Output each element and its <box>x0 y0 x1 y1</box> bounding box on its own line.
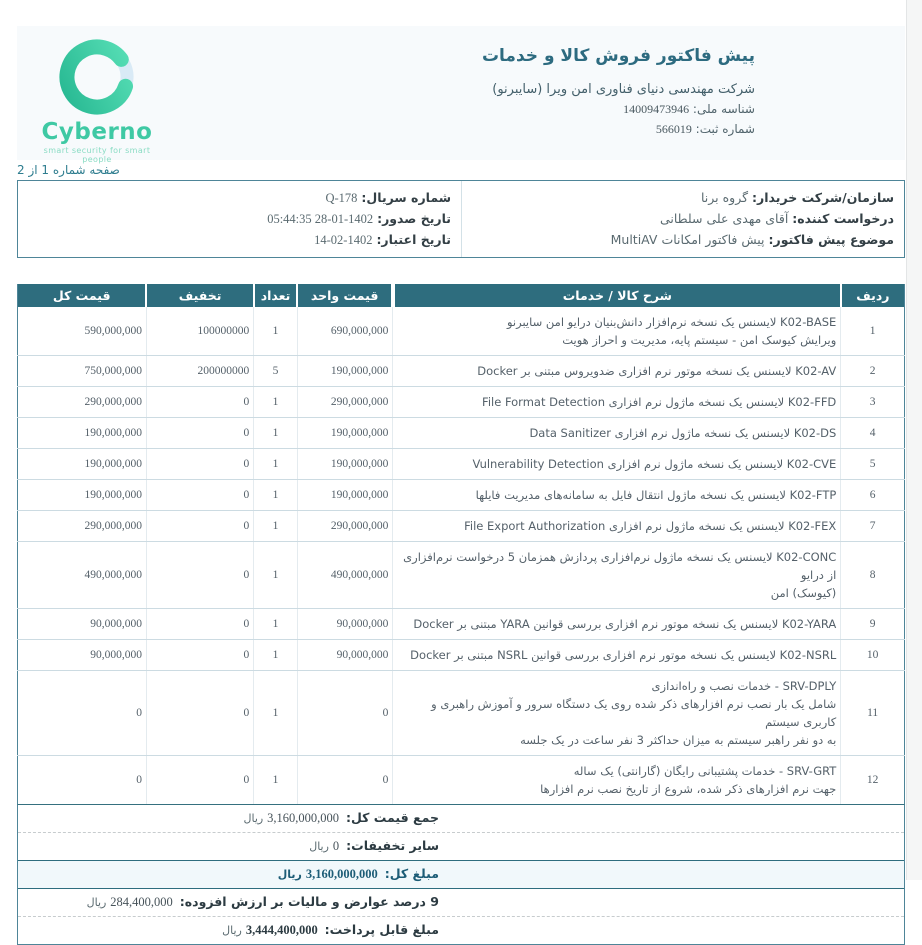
serial-number-row <box>24 188 451 208</box>
cell-row-number: 4 <box>841 418 905 449</box>
cell-discount: 0 <box>146 387 253 418</box>
cell-unit-price: 290,000,000 <box>297 387 393 418</box>
header-description: شرح کالا / خدمات <box>393 284 841 307</box>
description-line: K02-DS لایسنس یک نسخه ماژول نرم افزاری Data Sanitizer <box>529 426 837 440</box>
cell-row-number: 2 <box>841 356 905 387</box>
cell-row-number: 3 <box>841 387 905 418</box>
cell-unit-price: 290,000,000 <box>297 511 393 542</box>
cell-description <box>393 542 841 609</box>
cell-total-price: 0 <box>136 774 142 786</box>
table-row <box>18 356 905 387</box>
totals-sum-value: 3,160,000,000 <box>267 811 340 825</box>
description-line: به دو نفر راهبر سیستم به میزان حداکثر 3 نفر ساعت در یک جلسه <box>520 733 837 747</box>
cell-description <box>393 609 841 640</box>
table-row <box>18 418 905 449</box>
cell-quantity: 1 <box>254 511 298 542</box>
issue-date-value: 1402-01-28 05:44:35 <box>267 212 374 226</box>
cell-quantity: 1 <box>254 756 298 805</box>
header-discount: تخفیف <box>146 284 253 307</box>
cell-row-number: 7 <box>841 511 905 542</box>
cell-quantity: 1 <box>254 387 298 418</box>
cell-discount: 0 <box>146 542 253 609</box>
table-row <box>18 671 905 756</box>
cell-unit-price: 90,000,000 <box>297 609 393 640</box>
description-line: K02-CONC لایسنس یک نسخه ماژول نرم‌افزاری پردازش همزمان 5 درخواست نرم‌افزاری از درایو <box>403 550 837 582</box>
cell-discount: 0 <box>146 671 253 756</box>
table-row <box>18 307 905 356</box>
serial-number-label: شماره سریال: <box>361 190 451 205</box>
grand-total-unit: ریال <box>277 868 302 881</box>
payable-value: 3,444,400,000 <box>245 923 318 937</box>
cell-unit-price: 0 <box>297 671 393 756</box>
description-line: ویرایش کیوسک امن - سیستم پایه، مدیریت و احراز هویت <box>562 333 837 347</box>
cell-total-price: 190,000,000 <box>18 449 147 480</box>
cell-row-number: 1 <box>841 307 905 356</box>
cell-discount: 0 <box>146 756 253 805</box>
cell-total-price: 190,000,000 <box>18 480 147 511</box>
cell-quantity: 1 <box>254 307 298 356</box>
description-line: K02-FEX لایسنس یک نسخه ماژول نرم افزاری File Export Authorization <box>464 519 837 533</box>
cell-row-number: 12 <box>841 756 905 805</box>
table-row <box>18 387 905 418</box>
cell-description <box>393 671 841 756</box>
cell-description <box>393 449 841 480</box>
table-row <box>18 609 905 640</box>
header-row-number: ردیف <box>841 284 905 307</box>
cell-description <box>393 640 841 671</box>
cell-unit-price: 690,000,000 <box>297 307 393 356</box>
cell-description <box>393 756 841 805</box>
payable-label: مبلغ قابل پرداخت: <box>324 922 439 937</box>
cell-description <box>393 418 841 449</box>
description-line: جهت نرم افزارهای ذکر شده، شروع از تاریخ نصب نرم افزارها <box>540 782 837 796</box>
description-line: K02-FTP لایسنس یک نسخه ماژول انتقال فایل به سامانه‌های مدیریت فایلها <box>475 488 837 502</box>
invoice-header <box>17 26 905 165</box>
cell-quantity: 1 <box>254 542 298 609</box>
requester-label: درخواست کننده: <box>792 211 894 226</box>
cell-discount: 200000000 <box>146 356 253 387</box>
national-id-label: شناسه ملی: <box>692 102 755 116</box>
brand-wordmark: Cyberno <box>41 119 153 145</box>
header-total-price: قیمت کل <box>18 284 147 307</box>
table-row <box>18 449 905 480</box>
cell-total-price: 590,000,000 <box>18 307 147 356</box>
expiry-date-value: 1402-02-14 <box>314 233 373 247</box>
header-text-block <box>482 46 755 137</box>
grand-total-value: 3,160,000,000 <box>305 867 378 881</box>
table-row <box>18 542 905 609</box>
cell-unit-price: 190,000,000 <box>297 356 393 387</box>
vat-label: 9 درصد عوارض و مالیات بر ارزش افزوده: <box>179 894 439 909</box>
cell-row-number: 8 <box>841 542 905 609</box>
header-unit-price: قیمت واحد <box>297 284 393 307</box>
cell-quantity: 1 <box>254 609 298 640</box>
registration-value: 566019 <box>655 122 692 136</box>
subject-row <box>468 230 894 250</box>
totals-payable-row <box>18 916 904 944</box>
totals-sum-unit: ریال <box>243 812 264 825</box>
description-line: K02-NSRL لایسنس یک نسخه موتور نرم افزاری بررسی قوانین NSRL مبتنی بر Docker <box>410 648 837 662</box>
cyberno-logo <box>33 34 161 164</box>
cell-total-price: 490,000,000 <box>18 542 147 609</box>
description-line: SRV-GRT - خدمات پشتیبانی رایگان (گارانتی) یک ساله <box>573 764 837 778</box>
cell-total-price: 290,000,000 <box>18 387 147 418</box>
cell-total-price: 190,000,000 <box>18 418 147 449</box>
national-id-value: 14009473946 <box>623 102 690 116</box>
requester-value: آقای مهدی علی سلطانی <box>659 211 789 226</box>
serial-number-value: Q-178 <box>325 191 358 205</box>
cell-discount: 0 <box>146 480 253 511</box>
cell-unit-price: 90,000,000 <box>297 640 393 671</box>
totals-other-discounts-row <box>18 832 904 860</box>
cell-unit-price: 190,000,000 <box>297 418 393 449</box>
cell-description <box>393 511 841 542</box>
issue-date-label: تاریخ صدور: <box>377 211 451 226</box>
cell-discount: 100000000 <box>146 307 253 356</box>
description-line: شامل یک بار نصب نرم افزارهای ذکر شده روی یک دستگاه سرور و آموزش راهبری و کاربری سیستم <box>431 697 837 729</box>
cell-quantity: 1 <box>254 418 298 449</box>
subject-label: موضوع پیش فاکتور: <box>768 232 894 247</box>
invoice-page <box>17 26 905 945</box>
cell-description <box>393 307 841 356</box>
table-row <box>18 756 905 805</box>
cell-discount: 0 <box>146 449 253 480</box>
vat-value: 284,400,000 <box>110 895 173 909</box>
table-row <box>18 640 905 671</box>
description-line: SRV-DPLY - خدمات نصب و راه‌اندازی <box>651 679 837 693</box>
expiry-date-label: تاریخ اعتبار: <box>376 232 451 247</box>
items-table <box>17 284 905 804</box>
buyer-org-value: گروه برنا <box>700 190 749 205</box>
cell-quantity: 5 <box>254 356 298 387</box>
cell-row-number: 9 <box>841 609 905 640</box>
national-id-line <box>482 102 755 117</box>
cell-description <box>393 356 841 387</box>
cell-quantity: 1 <box>254 640 298 671</box>
vat-unit: ریال <box>86 896 107 909</box>
issue-date-row <box>24 209 451 229</box>
cell-unit-price: 190,000,000 <box>297 449 393 480</box>
registration-line <box>482 122 755 137</box>
cell-unit-price: 0 <box>297 756 393 805</box>
cell-unit-price: 490,000,000 <box>297 542 393 609</box>
document-info-column <box>18 181 461 257</box>
description-line: (کیوسک) امن <box>770 586 837 600</box>
table-row <box>18 511 905 542</box>
buyer-org-row <box>468 188 894 208</box>
cell-row-number: 10 <box>841 640 905 671</box>
cell-discount: 0 <box>146 511 253 542</box>
cell-total-price: 750,000,000 <box>18 356 147 387</box>
cell-description <box>393 480 841 511</box>
cell-total-price: 0 <box>18 671 147 756</box>
invoice-info-box <box>17 180 905 258</box>
buyer-info-column <box>461 181 904 257</box>
cell-total-price: 290,000,000 <box>18 511 147 542</box>
totals-sum-row <box>18 805 904 832</box>
other-discounts-label: سایر تخفیفات: <box>346 838 439 853</box>
totals-vat-row <box>18 889 904 916</box>
description-line: K02-BASE لایسنس یک نسخه نرم‌افزار دانش‌بنیان درایو امن سایبرنو <box>506 315 837 329</box>
cell-quantity: 1 <box>254 671 298 756</box>
viewer-right-gutter <box>906 0 922 880</box>
brand-tagline: smart security for smart people <box>43 146 151 165</box>
cell-row-number: 5 <box>841 449 905 480</box>
cell-total-price: 90,000,000 <box>18 640 147 671</box>
totals-grand-total-row <box>18 860 904 889</box>
buyer-org-label: سازمان/شرکت خریدار: <box>752 190 894 205</box>
cell-row-number: 6 <box>841 480 905 511</box>
description-line: K02-CVE لایسنس یک نسخه ماژول نرم افزاری Vulnerability Detection <box>472 457 837 471</box>
other-discounts-value: 0 <box>332 839 340 853</box>
cell-row-number: 11 <box>841 671 905 756</box>
subject-value: پیش فاکتور امکانات MultiAV <box>610 232 765 247</box>
cell-quantity: 1 <box>254 480 298 511</box>
cell-quantity: 1 <box>254 449 298 480</box>
table-header-row <box>18 284 905 307</box>
other-discounts-unit: ریال <box>309 840 329 853</box>
registration-label: شماره ثبت: <box>695 122 755 136</box>
page-number: صفحه شماره 1 از 2 <box>17 163 120 177</box>
items-tbody <box>18 307 905 804</box>
totals-section <box>17 804 905 945</box>
requester-row <box>468 209 894 229</box>
cell-discount: 0 <box>146 609 253 640</box>
company-name: شرکت مهندسی دنیای فناوری امن ویرا (سایبرنو) <box>492 82 755 97</box>
grand-total-label: مبلغ کل: <box>384 866 439 881</box>
cell-discount: 0 <box>146 418 253 449</box>
header-quantity: تعداد <box>254 284 298 307</box>
cell-discount: 0 <box>146 640 253 671</box>
description-line: K02-AV لایسنس یک نسخه موتور نرم افزاری ضدویروس مبتنی بر Docker <box>477 364 837 378</box>
cell-description <box>393 387 841 418</box>
description-line: K02-YARA لایسنس یک نسخه موتور نرم افزاری بررسی قوانین YARA مبتنی بر Docker <box>413 617 837 631</box>
expiry-date-row <box>24 230 451 250</box>
totals-sum-label: جمع قیمت کل: <box>346 810 439 825</box>
cell-total-price: 90,000,000 <box>18 609 147 640</box>
cyberno-ring-icon <box>33 34 161 120</box>
invoice-title: پیش فاکتور فروش کالا و خدمات <box>481 46 755 66</box>
payable-unit: ریال <box>222 924 242 937</box>
table-row <box>18 480 905 511</box>
description-line: K02-FFD لایسنس یک نسخه ماژول نرم افزاری File Format Detection <box>482 395 837 409</box>
cell-unit-price: 190,000,000 <box>297 480 393 511</box>
